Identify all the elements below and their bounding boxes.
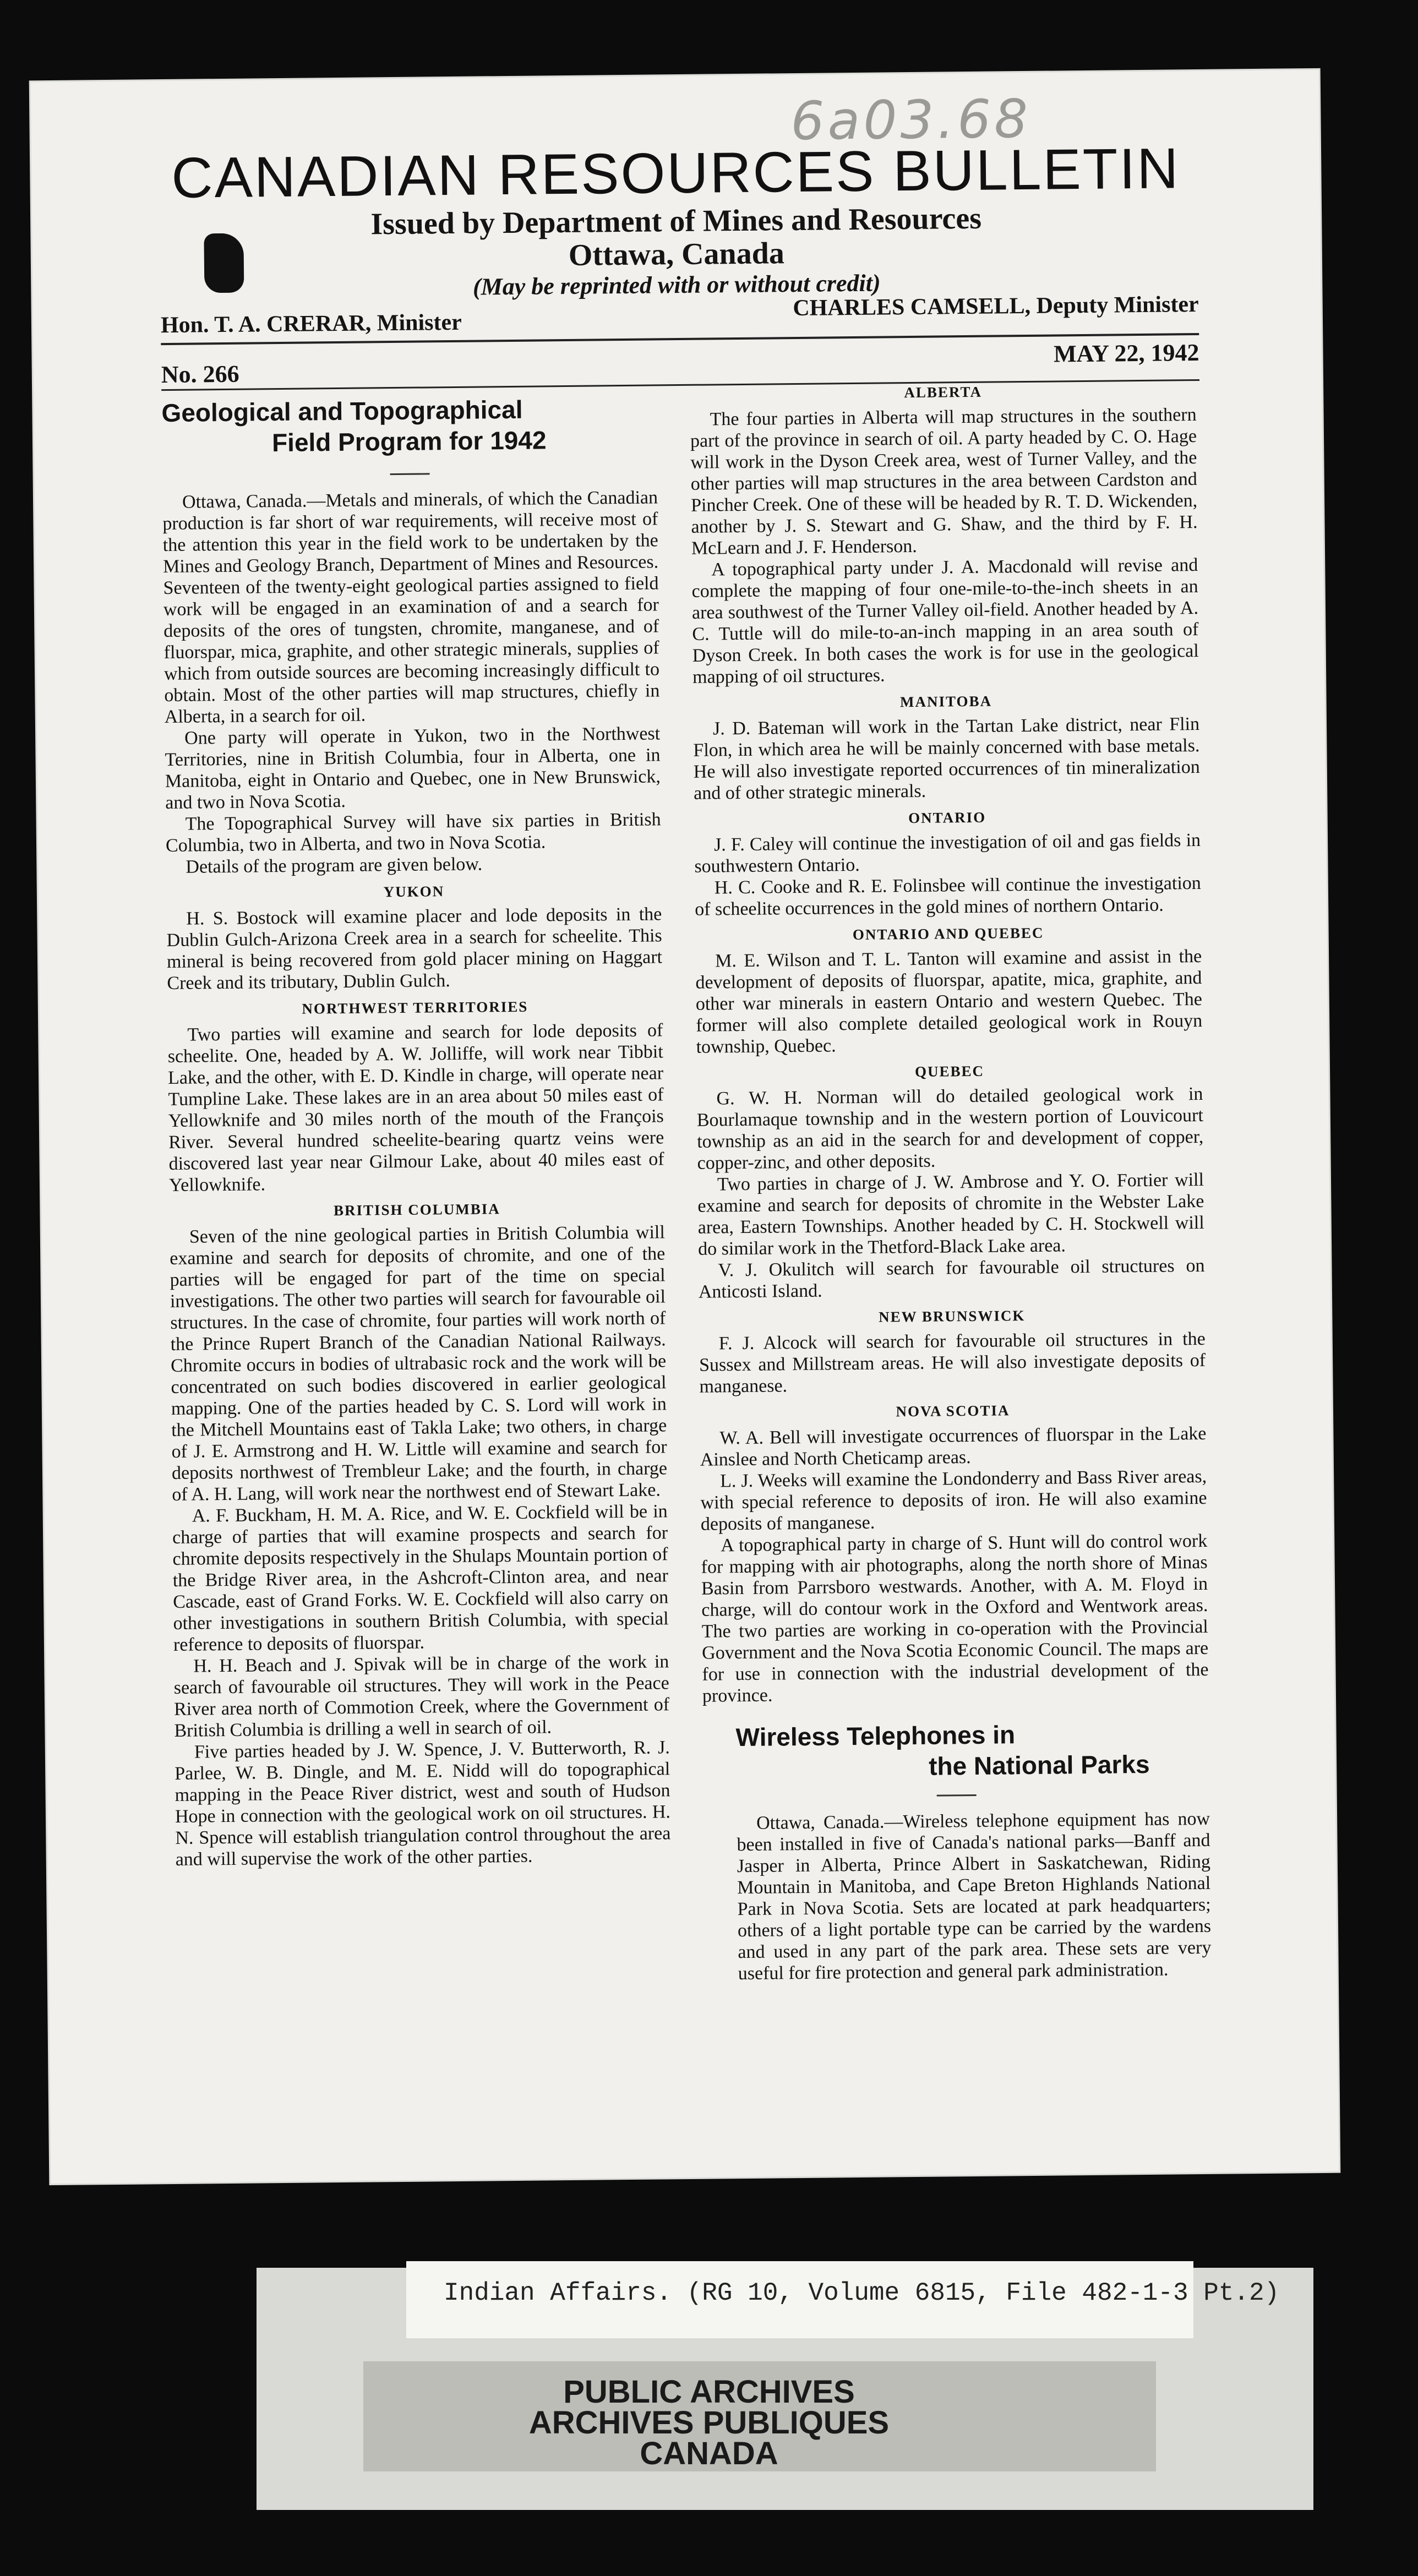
section-heading-alberta: ALBERTA xyxy=(904,383,983,401)
deputy-minister-name: CHARLES CAMSELL, Deputy Minister xyxy=(793,291,1199,321)
paragraph: One party will operate in Yukon, two in the Northwest Territories, nine in British Columbia, four in Alberta, one in Manitoba, eight in Ontario and Quebec, one in New Brunswick, and two in Nova Scotia. xyxy=(165,723,661,814)
archive-stamp-line-3: CANADA xyxy=(640,2436,778,2471)
headline2-line-2: the National Parks xyxy=(928,1749,1150,1781)
section-heading-yukon: YUKON xyxy=(383,883,445,900)
section-heading-nwt: NORTHWEST TERRITORIES xyxy=(302,998,528,1017)
city-line: Ottawa, Canada xyxy=(568,236,785,272)
bulletin-page xyxy=(31,70,1339,2184)
headline2-line-1: Wireless Telephones in xyxy=(735,1720,1016,1752)
paragraph: Details of the program are given below. xyxy=(186,854,483,877)
paragraph: H. S. Bostock will examine placer and lode deposits in the Dublin Gulch-Arizona Creek area in a search for scheelite. This mineral is being recovered from gold placer mining on Haggart Creek and its tributary, Dublin Gulch. xyxy=(166,904,663,994)
section-heading-nova-scotia: NOVA SCOTIA xyxy=(896,1402,1010,1420)
left-column xyxy=(161,392,671,1870)
paragraph: Two parties in charge of J. W. Ambrose and Y. O. Fortier will examine and search for deposits of chromite in the Webster Lake area, Eastern Townships. Another headed by C. H. Stockwell will do similar work in the Thetford-Black Lake area. xyxy=(697,1169,1204,1259)
paragraph: W. A. Bell will investigate occurrences of fluorspar in the Lake Ainslee and North Cheticamp areas. xyxy=(700,1423,1207,1470)
section-heading-ontario: ONTARIO xyxy=(908,809,986,827)
handwritten-note: 6a03.68 xyxy=(790,88,1032,152)
archive-stamp-line-1: PUBLIC ARCHIVES xyxy=(563,2374,855,2410)
paragraph: A topographical party in charge of S. Hunt will do control work for mapping with air photographs, along the north shore of Minas Basin from Parrsboro westwards. Another, with A. M. Floyd in charge, will do contour work in the Oxford and Wentwork areas. The two parties are working in co-operation with the Provincial Government and the Nova Scotia Economic Council. The maps are for use in connection with the industrial development of the province. xyxy=(701,1530,1209,1706)
section-heading-new-brunswick: NEW BRUNSWICK xyxy=(879,1307,1026,1325)
article2-headline xyxy=(735,1717,1209,1783)
section-heading-quebec: QUEBEC xyxy=(914,1062,985,1080)
paragraph: J. F. Caley will continue the investigation of oil and gas fields in southwestern Ontario. xyxy=(694,829,1201,877)
paragraph: The four parties in Alberta will map structures in the southern part of the province in search of oil. A party headed by C. O. Hage will work in the Dyson Creek area, west of Turner Valley, and the other parties will map structures in the area between Cardston and Pincher Creek. One of these will be headed by R. T. D. Wickenden, another by J. S. Stewart and G. Shaw, and the third by F. H. McLearn and J. F. Henderson. xyxy=(690,405,1198,559)
paragraph: F. J. Alcock will search for favourable oil structures in the Sussex and Millstream areas. He will also investigate deposits of manganese. xyxy=(699,1328,1206,1397)
paragraph: H. H. Beach and J. Spivak will be in charge of the work in search of favourable oil structures. They will work in the Peace River area north of Commotion Creek, where the Government of British Columbia is drilling a well in search of oil. xyxy=(173,1651,670,1741)
paragraph: J. D. Bateman will work in the Tartan Lake district, near Flin Flon, in which area he will be mainly concerned with base metals. He will also investigate reported occurrences of tin mineralization and of other strategic minerals. xyxy=(693,713,1200,804)
headline-dash xyxy=(390,473,430,475)
headline-line-2: Field Program for 1942 xyxy=(271,425,547,457)
minister-name: Hon. T. A. CRERAR, Minister xyxy=(160,309,462,339)
paragraph: A. F. Buckham, H. M. A. Rice, and W. E. Cockfield will be in charge of parties that will examine prospects and search for chromite deposits respectively in the Shulaps Mountain portion of the Bridge River area, in the Ashcroft-Clinton area, and near Cascade, east of Grand Forks. W. E. Cockfield will also carry on other investigations in southern British Columbia, with special reference to deposits of fluorspar. xyxy=(172,1501,669,1655)
headline-line-1: Geological and Topographical xyxy=(161,395,523,428)
archive-stamp-line-2: ARCHIVES PUBLIQUES xyxy=(528,2405,890,2441)
section-heading-ontario-quebec: ONTARIO AND QUEBEC xyxy=(852,924,1044,943)
paragraph: Ottawa, Canada.—Metals and minerals, of which the Canadian production is far short of war requirements, will receive most of the attention this year in the field work to be undertaken by the Mines and Geology Branch, Department of Mines and Resources. Seventeen of the twenty-eight geological parties assigned to field work will be engaged in an examination of and a search for deposits of the ores of tungsten, chromite, manganese, and of fluorspar, mica, graphite, and other strategic minerals, supplies of which from outside sources are becoming increasingly difficult to obtain. Most of the other parties will map structures, chiefly in Alberta, in a search for oil. xyxy=(162,487,660,728)
issue-number: No. 266 xyxy=(161,360,239,389)
paragraph: Seven of the nine geological parties in British Columbia will examine and search for deposits of chromite, and one of the parties will be engaged for part of the time on special investigations. The other two parties will search for favourable oil structures. In the case of chromite, four parties will work north of the Prince Rupert Branch of the Canadian National Railways. Chromite occurs in bodies of ultrabasic rock and the work will be concentrated on such bodies discovered in earlier geological mapping. One of the parties headed by C. S. Lord will work in the Mitchell Mountains east of Takla Lake; two others, in charge of J. E. Armstrong and H. W. Little will examine and search for deposits northwest of Trembleur Lake; and the fourth, in charge of A. H. Lang, will work near the northwest end of Stewart Lake. xyxy=(170,1222,668,1505)
paragraph: G. W. H. Norman will do detailed geological work in Bourlamaque township and in the western portion of Louvicourt township as an aid in the search for and development of copper, copper-zinc, and other deposits. xyxy=(696,1083,1204,1174)
paragraph: L. J. Weeks will examine the Londonderry and Bass River areas, with special reference to deposits of iron. He will also examine deposits of manganese. xyxy=(700,1466,1207,1535)
issued-by: Issued by Department of Mines and Resources xyxy=(370,201,982,242)
paragraph: A topographical party under J. A. Macdonald will revise and complete the mapping of four one-mile-to-the-inch sheets in an area southwest of the Turner Valley oil-field. Another headed by A. C. Tuttle will do mile-to-an-inch mapping in an area south of Dyson Creek. In both cases the work is for use in the geological mapping of oil structures. xyxy=(691,555,1199,687)
section-heading-bc: BRITISH COLUMBIA xyxy=(333,1200,500,1219)
archive-reference: Indian Affairs. (RG 10, Volume 6815, File 482-1-3 Pt.2) xyxy=(444,2279,1280,2307)
right-column xyxy=(690,374,1212,1985)
issue-date: MAY 22, 1942 xyxy=(1053,339,1199,368)
paragraph: Ottawa, Canada.—Wireless telephone equipment has now been installed in five of Canada's national parks—Banff and Jasper in Alberta, Prince Albert in Saskatchewan, Riding Mountain in Manitoba, and Cape Breton Highlands National Park in Nova Scotia. Sets are located at park headquarters; others of a light portable type can be carried by the wardens and used in any part of the park area. These sets are very useful for fire protection and general park administration. xyxy=(737,1808,1212,1984)
paragraph: V. J. Okulitch will search for favourable oil structures on Anticosti Island. xyxy=(698,1255,1205,1302)
article-headline xyxy=(161,392,657,459)
article2-body xyxy=(703,1808,1212,1985)
paragraph: Five parties headed by J. W. Spence, J. V. Butterworth, R. J. Parlee, W. B. Dingle, and M. E. Nidd will do topographical mapping in the Peace River district, west and south of Hudson Hope in connection with the geological work on oil structures. H. N. Spence will establish triangulation control throughout the area and will supervise the work of the other parties. xyxy=(174,1737,671,1870)
paragraph: M. E. Wilson and T. L. Tanton will examine and assist in the development of deposits of fluorspar, apatite, mica, graphite, and other war minerals in eastern Ontario and western Quebec. The former will also complete detailed geological work in Rouyn township, Quebec. xyxy=(695,946,1203,1057)
paragraph: The Topographical Survey will have six parties in British Columbia, two in Alberta, and two in Nova Scotia. xyxy=(165,809,661,856)
section-heading-manitoba: MANITOBA xyxy=(899,692,992,711)
paragraph: H. C. Cooke and R. E. Folinsbee will continue the investigation of scheelite occurrences in the gold mines of northern Ontario. xyxy=(695,872,1201,920)
ink-blot xyxy=(204,233,244,293)
headline2-dash xyxy=(937,1794,977,1797)
bulletin-title: CANADIAN RESOURCES BULLETIN xyxy=(171,137,1180,210)
reprint-notice: (May be reprinted with or without credit) xyxy=(472,269,881,301)
paragraph: Two parties will examine and search for lode deposits of scheelite. One, headed by A. W. Jolliffe, will work near Tibbit Lake, and the other, with E. D. Kindle in charge, will operate near Tumpline Lake. These lakes are in an area about 50 miles east of Yellowknife and 30 miles north of the mouth of the François River. Several hundred scheelite-bearing quartz veins were discovered last year near Gilmour Lake, about 40 miles east of Yellowknife. xyxy=(167,1020,664,1196)
